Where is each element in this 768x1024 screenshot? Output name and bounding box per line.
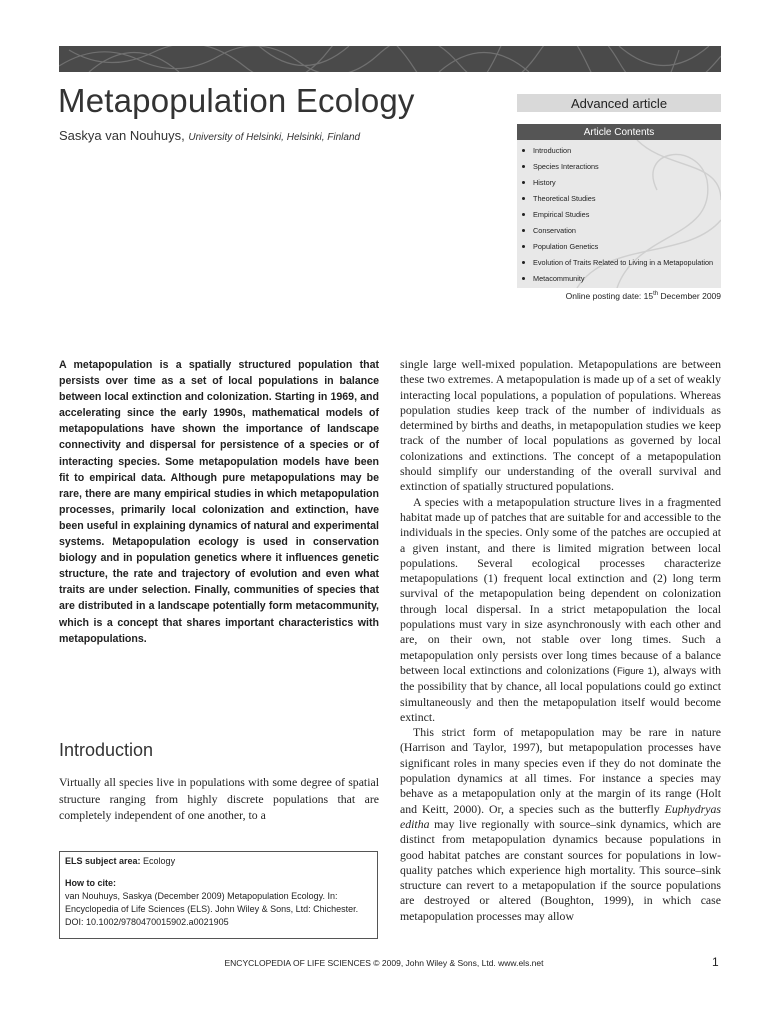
article-title: Metapopulation Ecology	[58, 82, 415, 119]
contents-item-theoretical-studies[interactable]: Theoretical Studies	[517, 192, 721, 208]
citation-doi[interactable]: DOI: 10.1002/9780470015902.a0021905	[65, 917, 229, 927]
author-affiliation: University of Helsinki, Helsinki, Finland	[188, 132, 361, 143]
introduction-paragraph: Virtually all species live in populations with some degree of spatial structure ranging from highly discrete populations that are completely independent of one another, to a	[59, 775, 379, 822]
citation-line-1: van Nouhuys, Saskya (December 2009) Metapopulation Ecology. In:	[65, 891, 338, 901]
contents-item-metacommunity[interactable]: Metacommunity	[517, 272, 721, 288]
abstract: A metapopulation is a spatially structured population that persists over time as a set of local populations in balance between local extinction and colonization. Starting in 1969, and accelerating since the early 1990s, mathematical models of metapopulations have shown the importance of landscape connectivity and dispersal for persistence of a species or of interacting species. Some metapopulation models have been fit to empirical data. Although pure metapopulations may be rare, there are many empirical studies in which metapopulation processes, primarily local colonization and extinction, have been useful in explaining dynamics of natural and experimental systems. Metapopulation ecology is used in conservation biology and in population genetics where it influences genetic structure, the rate and trajectory of evolution and even what traits are under selection. Finally, communities of species that are distributed in a landscape potentially form metacommunity, which is a concept that shares important characteristics with metapopulations.	[59, 359, 379, 645]
contents-item-history[interactable]: History	[517, 176, 721, 192]
contents-heading: Article Contents	[517, 124, 721, 140]
body-paragraph-3: This strict form of metapopulation may be rare in nature (Harrison and Taylor, 1997), but metapopulation processes have significant roles in many species even if they do not dominate the population dynamics at all times. For instance a species may behave as a metapopulation only at the margin of its range (Holt and Keitt, 2000). Or, a species such as the butterfly Euphydryas editha may live regionally with source–sink dynamics, which are distinct from metapopulation dynamics because populations in good habitat patches are constant sources for populations in low-quality patches which experience high mortality. This source–sink structure can revert to a metapopulation if the source populations are destroyed or altered (Boughton, 1999), in which case metapopulation processes may allow	[400, 725, 721, 923]
online-posting-date: Online posting date: 15th December 2009	[565, 291, 721, 301]
page-number: 1	[712, 955, 719, 969]
body-paragraph-1: single large well-mixed population. Metapopulations are between these two extremes. A metapopulation is made up of a set of weakly interacting local populations, a population of populations. Whereas population studies keep track of the number of individuals as determined by births and deaths, in metapopulation studies we keep track of the number of local populations as governed by local colonizations and extinctions. The concept of a metapopulation should simplify our understanding of the overall survival and extinction of spatially structured populations.	[400, 357, 721, 494]
contents-item-introduction[interactable]: Introduction	[517, 144, 721, 160]
article-contents-panel	[517, 124, 721, 288]
body-paragraph-2: A species with a metapopulation structure lives in a fragmented habitat made up of patches that are suitable for and accessible to the individuals in the species. Only some of the patches are occupied at a given instant, and there is limited migration between local populations. Several ecological processes characterize metapopulations (1) frequent local extinction and (2) long term survival of the metapopulation being dependent on colonization through local dispersal. In a strict metapopulation the local populations must vary in size asynchronously with each other and are, on their own, not stable over long times. Such a metapopulation only persists over long times because of a balance between local extinctions and colonizations (Figure 1), always with the possibility that by chance, all local populations could go extinct simultaneously and then the metapopulation itself would become extinct.	[400, 494, 722, 724]
els-subject-line: ELS subject area: Ecology	[65, 856, 176, 866]
species-name: Euphydryas editha	[400, 801, 721, 831]
contents-item-evolution-of-traits[interactable]: Evolution of Traits Related to Living in a Metapopulation	[517, 256, 721, 272]
article-type-badge: Advanced article	[517, 94, 721, 112]
contents-item-empirical-studies[interactable]: Empirical Studies	[517, 208, 721, 224]
figure-1-reference[interactable]: Figure 1	[617, 665, 653, 677]
how-to-cite-label: How to cite:	[65, 878, 116, 888]
section-heading-introduction: Introduction	[59, 740, 154, 760]
contents-item-species-interactions[interactable]: Species Interactions	[517, 160, 721, 176]
author-line	[59, 128, 360, 143]
els-citation-box	[59, 851, 378, 939]
citation-line-2: Encyclopedia of Life Sciences (ELS). John Wiley & Sons, Ltd: Chichester.	[65, 904, 359, 914]
contents-list	[517, 144, 721, 288]
contents-item-population-genetics[interactable]: Population Genetics	[517, 240, 721, 256]
body-right-column	[400, 357, 721, 924]
contents-item-conservation[interactable]: Conservation	[517, 224, 721, 240]
banner-swirl-pattern	[59, 46, 721, 72]
author-name: Saskya van Nouhuys,	[59, 128, 185, 143]
page-footer: ENCYCLOPEDIA OF LIFE SCIENCES © 2009, John Wiley & Sons, Ltd. www.els.net	[224, 958, 544, 968]
header-banner	[59, 46, 721, 72]
